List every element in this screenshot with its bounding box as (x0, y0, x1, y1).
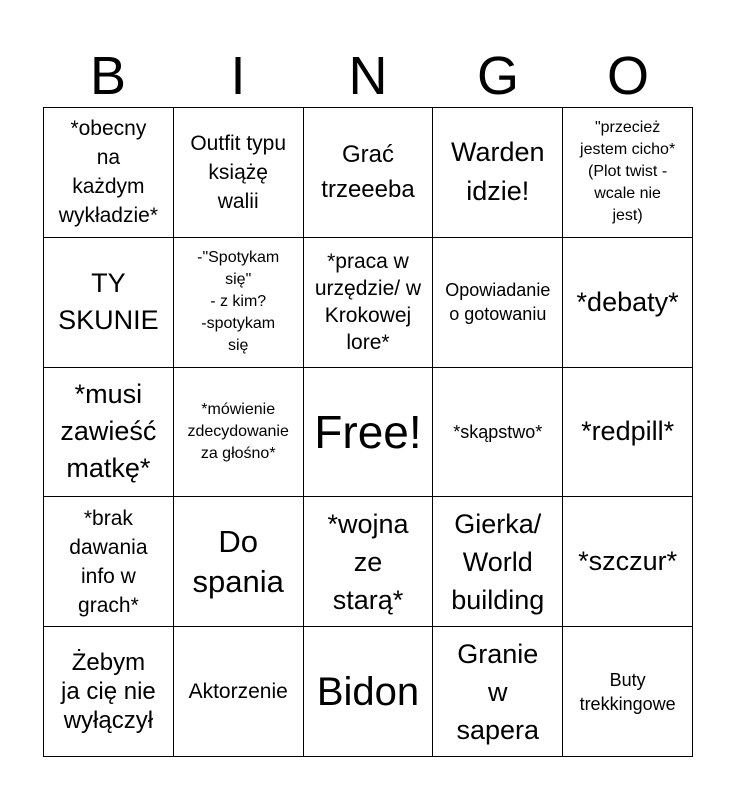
bingo-cell[interactable] (433, 627, 563, 757)
bingo-cell[interactable] (174, 108, 304, 238)
bingo-cell[interactable] (44, 627, 174, 757)
cell-text: Warden idzie! (451, 137, 545, 207)
bingo-cell[interactable] (304, 238, 434, 368)
bingo-cell[interactable] (44, 368, 174, 498)
cell-text: Żebym ja cię nie wyłączył (61, 649, 156, 735)
cell-text: Gierka/ World building (451, 508, 545, 615)
bingo-cell[interactable] (304, 497, 434, 627)
bingo-cell[interactable] (44, 238, 174, 368)
cell-text: TY SKUNIE (58, 268, 159, 336)
bingo-cell[interactable] (563, 368, 693, 498)
header-letter-n: N (348, 46, 388, 106)
bingo-cell[interactable] (304, 368, 434, 498)
cell-text: Granie w sapera (456, 638, 540, 745)
cell-text: Grać trzeeeba (321, 141, 415, 204)
bingo-cell[interactable] (433, 108, 563, 238)
cell-text: *brak dawania info w grach* (69, 506, 148, 617)
bingo-cell[interactable] (304, 108, 434, 238)
bingo-cell[interactable] (563, 627, 693, 757)
header-letter-b: B (89, 46, 127, 106)
cell-text: *debaty* (576, 286, 679, 317)
bingo-cell[interactable] (304, 627, 434, 757)
cell-text: Opowiadanie o gotowaniu (445, 280, 551, 325)
cell-text: Outfit typu książę walii (190, 131, 287, 213)
cell-text: Free! (314, 405, 422, 458)
bingo-cell[interactable] (44, 108, 174, 238)
bingo-header (43, 44, 693, 108)
bingo-cell[interactable] (44, 497, 174, 627)
cell-text: *mówienie zdecydowanie za głośno* (187, 400, 289, 462)
bingo-cell[interactable] (433, 238, 563, 368)
bingo-cell[interactable] (174, 627, 304, 757)
header-letter-g: G (476, 46, 519, 106)
header-letter-i: I (230, 46, 246, 106)
bingo-cell[interactable] (174, 368, 304, 498)
cell-text: Aktorzenie (188, 680, 288, 704)
cell-text: Do spania (192, 523, 284, 599)
cell-text: Buty trekkingowe (579, 669, 676, 714)
cell-text: *szczur* (578, 546, 678, 577)
bingo-board (43, 107, 693, 757)
header-letter-o: O (606, 46, 649, 106)
bingo-cell[interactable] (563, 108, 693, 238)
bingo-cell[interactable] (563, 238, 693, 368)
bingo-cell[interactable] (174, 238, 304, 368)
bingo-cell[interactable] (433, 368, 563, 498)
bingo-cell[interactable] (174, 497, 304, 627)
cell-text: *wojna ze starą* (327, 508, 409, 615)
cell-text: -"Spotykam się" - z kim? -spotykam się (197, 249, 280, 355)
cell-text: Bidon (316, 669, 420, 714)
cell-text: *obecny na każdym wykładzie* (58, 117, 158, 228)
cell-text: *musi zawieść matkę* (60, 379, 157, 484)
cell-text: *praca w urzędzie/ w Krokowej lore* (314, 250, 422, 355)
cell-text: *skąpstwo* (453, 421, 543, 442)
cell-text: "przecież jestem cicho* (Plot twist - wcale nie jest) (580, 119, 676, 225)
bingo-cell[interactable] (433, 497, 563, 627)
bingo-cell[interactable] (563, 497, 693, 627)
cell-text: *redpill* (581, 416, 675, 447)
